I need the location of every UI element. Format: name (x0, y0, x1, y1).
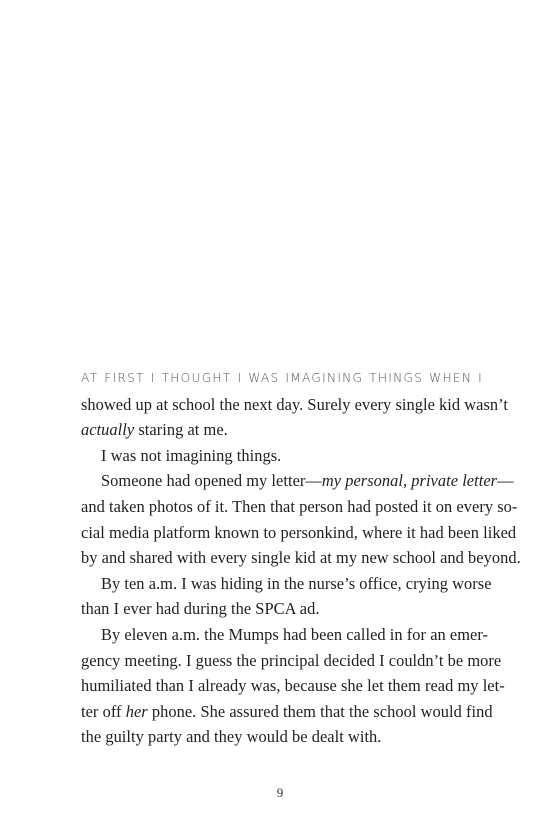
text-span: By ten a.m. I was hiding in the nurse’s office, crying worse (101, 573, 492, 593)
text-span: cial media platform known to personkind, where it had been liked (81, 522, 517, 542)
opening-line (81, 366, 483, 392)
text-line (81, 622, 489, 648)
text-line (81, 468, 514, 494)
text-line (81, 443, 483, 469)
text-span: By eleven a.m. the Mumps had been called in for an emer- (101, 624, 489, 644)
text-span: Someone had opened my letter— (101, 471, 322, 491)
text-span: the guilty party and they would be dealt with. (81, 727, 382, 747)
text-line (81, 494, 518, 520)
italic-span: actually (81, 420, 135, 440)
text-span: phone. She assured them that the school would find (147, 701, 493, 721)
text-span: AT FIRST I THOUGHT I WAS IMAGINING THINGS WHEN I (81, 371, 483, 385)
italic-span: my personal, private letter (321, 471, 498, 491)
text-span: by and shared with every single kid at my new school and beyond. (81, 548, 521, 568)
text-line (81, 392, 508, 418)
text-span: staring at me. (134, 420, 228, 440)
text-line (81, 724, 483, 750)
text-span: I was not imagining things. (101, 445, 282, 465)
text-line (81, 699, 493, 725)
text-line (81, 417, 483, 443)
text-span: gency meeting. I guess the principal decided I couldn’t be more (81, 650, 502, 670)
text-span: showed up at school the next day. Surely every single kid wasn’t (81, 394, 508, 414)
text-span: than I ever had during the SPCA ad. (81, 599, 320, 619)
text-span: and taken photos of it. Then that person had posted it on every so- (81, 496, 518, 516)
text-span: ter off (81, 701, 126, 721)
text-line (81, 673, 505, 699)
page-number: 9 (276, 785, 284, 800)
italic-span: her (125, 701, 148, 721)
text-span: humiliated than I already was, because she let them read my let- (81, 676, 505, 696)
text-span: — (497, 471, 514, 491)
text-line (81, 596, 483, 622)
text-line (81, 520, 517, 546)
text-line (81, 571, 492, 597)
text-line (81, 648, 502, 674)
text-line (81, 545, 521, 571)
chapter-body-text (81, 366, 521, 750)
